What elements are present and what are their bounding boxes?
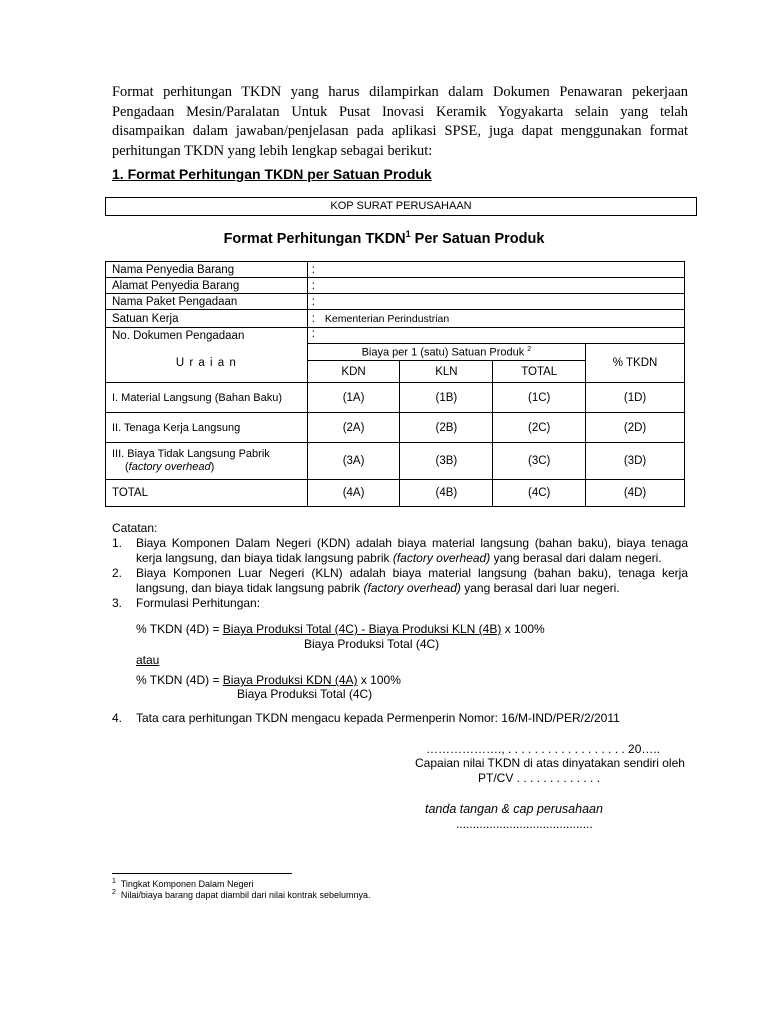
row-label: I. Material Langsung (Bahan Baku)	[106, 383, 308, 413]
formula-numerator: Biaya Produksi KDN (4A)	[222, 673, 358, 687]
cell-value: (1A)	[307, 383, 400, 413]
signature-instruction: tanda tangan & cap perusahaan	[425, 802, 603, 816]
col-header-kdn: KDN	[307, 361, 400, 383]
cell-value: (4A)	[307, 480, 400, 507]
info-label: Alamat Penyedia Barang	[106, 278, 308, 294]
cell-value: (2C)	[493, 413, 586, 443]
cell-value: (2B)	[400, 413, 493, 443]
note-italic: (factory overhead)	[392, 551, 491, 565]
form-title	[0, 229, 768, 247]
info-label: Satuan Kerja	[106, 310, 308, 328]
footnote-mark: 1	[112, 878, 116, 885]
cell-value: (2D)	[586, 413, 685, 443]
col-header-biaya	[307, 344, 585, 361]
notes-section	[112, 521, 688, 611]
col-header-kln: KLN	[400, 361, 493, 383]
footnote-text: Tingkat Komponen Dalam Negeri	[120, 879, 254, 889]
cell-value: (2A)	[307, 413, 400, 443]
info-value-cell	[307, 294, 684, 310]
form-title-rest: Per Satuan Produk	[410, 230, 545, 247]
footnote-2	[112, 889, 371, 900]
table-row	[106, 413, 685, 443]
table-row	[106, 383, 685, 413]
note-text: yang berasal dari dalam negeri.	[490, 551, 662, 565]
atau-label: atau	[136, 653, 160, 667]
footnote-1	[112, 878, 253, 889]
formula-1-denominator: Biaya Produksi Total (4C)	[304, 637, 440, 651]
note-text: Formulasi Perhitungan:	[136, 596, 261, 610]
formula-numerator: Biaya Produksi Total (4C) - Biaya Produksi KLN (4B)	[222, 622, 502, 636]
cell-value: (1C)	[493, 383, 586, 413]
formula-tail: x 100%	[501, 622, 545, 636]
cell-value: (3B)	[400, 443, 493, 480]
note-text: Biaya Komponen Dalam Negeri (KDN) adalah biaya material langsung (bahan baku), biaya tenaga kerja langsung, dan biaya tidak langsung pabrik	[136, 536, 688, 565]
signature-place-date: ………………., . . . . . . . . . . . . . . . . . . 20…..	[426, 742, 661, 756]
footnote-text: Nilai/biaya barang dapat diambil dari nilai kontrak sebelumnya.	[120, 890, 371, 900]
table-row	[106, 480, 685, 507]
header-row-1	[106, 328, 685, 344]
info-value-cell	[307, 278, 684, 294]
row-label: TOTAL	[106, 480, 308, 507]
note-italic: (factory overhead)	[363, 581, 461, 595]
info-row-penyedia	[106, 262, 685, 278]
formula-left: % TKDN (4D) =	[136, 622, 223, 636]
info-value-cell	[307, 262, 684, 278]
signature-line-1: Capaian nilai TKDN di atas dinyatakan sendiri oleh	[415, 756, 685, 770]
intro-paragraph: Format perhitungan TKDN yang harus dilampirkan dalam Dokumen Penawaran pekerjaan Pengadaan Mesin/Paralatan Untuk Pusat Inovasi Keramik Yogyakarta selain yang telah disampaikan dalam jawaban/penjelasan pada aplikasi SPSE, juga dapat menggunakan format perhitungan TKDN yang lebih lengkap sebagai berikut:	[112, 84, 688, 159]
cell-value: (3D)	[586, 443, 685, 480]
cell-value: (1D)	[586, 383, 685, 413]
tkdn-grid	[105, 343, 685, 507]
col-header-total: TOTAL	[493, 361, 586, 383]
info-row-satker	[106, 310, 685, 328]
info-row-alamat	[106, 278, 685, 294]
row-label-cell	[106, 443, 308, 480]
footnote-ref-1: 1	[405, 229, 411, 239]
row-label-italic: factory overhead	[128, 461, 211, 473]
table-row	[106, 443, 685, 480]
note-2	[112, 566, 688, 596]
note-1	[112, 536, 688, 566]
footnote-divider	[112, 873, 292, 874]
footnote-mark: 2	[112, 889, 116, 896]
form-title-text: Format Perhitungan TKDN	[223, 230, 406, 247]
col-header-uraian: U r a i a n	[106, 344, 308, 383]
signature-dotted-line: .........................................	[456, 817, 593, 831]
kop-surat-box: KOP SURAT PERUSAHAAN	[105, 197, 697, 216]
notes-title: Catatan:	[112, 521, 158, 535]
cell-value: (4B)	[400, 480, 493, 507]
note-text: Tata cara perhitungan TKDN mengacu kepada Permenperin Nomor: 16/M-IND/PER/2/2011	[136, 711, 620, 725]
note-number: 3.	[112, 596, 123, 610]
note-text: yang berasal dari luar negeri.	[460, 581, 620, 595]
col-header-tkdn: % TKDN	[586, 344, 685, 383]
info-value-cell	[307, 310, 684, 328]
cell-value: (3C)	[493, 443, 586, 480]
row-label: II. Tenaga Kerja Langsung	[106, 413, 308, 443]
formula-2	[136, 673, 401, 687]
signature-line-2: PT/CV . . . . . . . . . . . . .	[478, 771, 601, 785]
tkdn-table	[105, 261, 685, 344]
note-text: Biaya Komponen Luar Negeri (KLN) adalah biaya material langsung (bahan baku), tenaga kerja langsung, dan biaya tidak langsung pabrik	[136, 566, 688, 595]
info-value: Kementerian Perindustrian	[324, 312, 450, 325]
note-3	[112, 596, 688, 611]
note-number: 2.	[112, 566, 123, 580]
section-title: 1. Format Perhitungan TKDN per Satuan Produk	[112, 166, 432, 182]
footnote-ref-2: 2	[527, 345, 532, 353]
info-label: Nama Paket Pengadaan	[106, 294, 308, 310]
cell-value: (3A)	[307, 443, 400, 480]
info-colon: :	[311, 263, 315, 276]
note-4	[112, 711, 620, 725]
row-label-sub: (factory overhead)	[125, 461, 215, 473]
note-number: 1.	[112, 536, 123, 550]
cell-value: (4C)	[493, 480, 586, 507]
formula-tail: x 100%	[357, 673, 401, 687]
info-row-paket	[106, 294, 685, 310]
formula-2-denominator: Biaya Produksi Total (4C)	[237, 687, 373, 701]
formula-left: % TKDN (4D) =	[136, 673, 223, 687]
info-value-cell	[307, 328, 684, 344]
biaya-header-text: Biaya per 1 (satu) Satuan Produk	[361, 346, 525, 359]
cell-value: (4D)	[586, 480, 685, 507]
info-colon: :	[311, 295, 315, 308]
row-label: III. Biaya Tidak Langsung Pabrik	[112, 448, 270, 460]
info-colon: :	[311, 312, 315, 325]
info-colon: :	[311, 279, 315, 292]
formula-1	[136, 622, 545, 636]
info-label: Nama Penyedia Barang	[106, 262, 308, 278]
header-row-top	[106, 344, 685, 361]
info-label: No. Dokumen Pengadaan	[106, 328, 308, 344]
note-number: 4.	[112, 711, 123, 725]
info-colon: :	[311, 328, 315, 340]
cell-value: (1B)	[400, 383, 493, 413]
